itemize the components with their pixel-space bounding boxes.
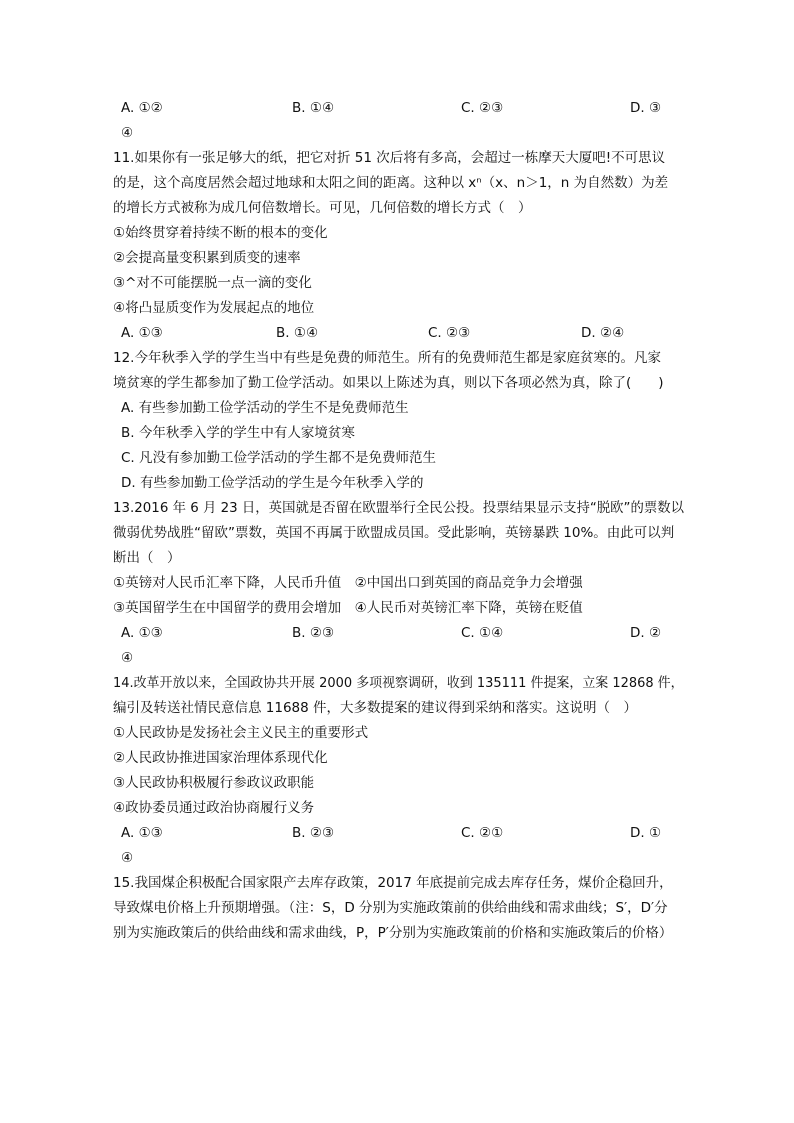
q12-stem-line-1: 12.今年秋季入学的学生当中有些是免费的师范生。所有的免费师范生都是家庭贫寒的。凡家 <box>113 350 661 366</box>
q14-stem-line-1: 14.改革开放以来，全国政协共开展 2000 多项视察调研，收到 135111 件提案，立案 12868 件， <box>113 675 684 691</box>
q10-option-d: D. ③ <box>630 100 662 116</box>
q12-option-c: C. 凡没有参加勤工俭学活动的学生都不是免费师范生 <box>121 450 437 466</box>
q11-item-1: ①始终贯穿着持续不断的根本的变化 <box>113 225 328 241</box>
q14-item-2: ②人民政协推进国家治理体系现代化 <box>113 750 328 766</box>
q13-option-c: C. ①④ <box>461 625 504 641</box>
q14-option-c: C. ②① <box>461 825 504 841</box>
q13-stem-line-3: 断出（ ） <box>113 550 181 566</box>
q10-option-b: B. ①④ <box>292 100 335 116</box>
q11-stem-line-2: 的是，这个高度居然会超过地球和太阳之间的距离。这种以 xⁿ（x、n＞1，n 为自然数）为差 <box>113 175 669 191</box>
q15-stem-line-1: 15.我国煤企积极配合国家限产去库存政策，2017 年底提前完成去库存任务，煤价企稳回升， <box>113 875 673 891</box>
q10-option-c: C. ②③ <box>461 100 504 116</box>
q11-option-c: C. ②③ <box>428 325 471 341</box>
q10-option-a: A. ①② <box>121 100 163 116</box>
q11-item-3: ③^对不可能摆脱一点一滴的变化 <box>113 275 312 291</box>
q11-option-d: D. ②④ <box>581 325 625 341</box>
q13-items-line-2: ③英国留学生在中国留学的费用会增加 ④人民币对英镑汇率下降，英镑在贬值 <box>113 600 583 616</box>
q14-item-3: ③人民政协积极履行参政议政职能 <box>113 775 315 791</box>
q14-option-b: B. ②③ <box>292 825 335 841</box>
q11-item-2: ②会提高量变积累到质变的速率 <box>113 250 301 266</box>
q15-stem-line-2: 导致煤电价格上升预期增强。（注：S，D 分别为实施政策前的供给曲线和需求曲线；S′，D′分 <box>113 900 668 916</box>
q11-item-4: ④将凸显质变作为发展起点的地位 <box>113 300 315 316</box>
q11-stem-line-3: 的增长方式被称为成几何倍数增长。可见，几何倍数的增长方式（ ） <box>113 200 532 216</box>
q12-option-b: B. 今年秋季入学的学生中有人家境贫寒 <box>121 425 355 441</box>
q13-stem-line-2: 微弱优势战胜“留欧”票数，英国不再属于欧盟成员国。受此影响，英镑暴跌 10%。由此可以判 <box>113 525 675 541</box>
q11-stem-line-1: 11.如果你有一张足够大的纸，把它对折 51 次后将有多高，会超过一栋摩天大厦吧!不可思议 <box>113 150 666 166</box>
q11-option-b: B. ①④ <box>276 325 319 341</box>
q14-item-1: ①人民政协是发扬社会主义民主的重要形式 <box>113 725 369 741</box>
q13-option-d: D. ② <box>630 625 662 641</box>
q13-items-line-1: ①英镑对人民币汇率下降，人民币升值 ②中国出口到英国的商品竞争力会增强 <box>113 575 583 591</box>
q13-stem-line-1: 13.2016 年 6 月 23 日，英国就是否留在欧盟举行全民公投。投票结果显示支持“脱欧”的票数以 <box>113 500 685 516</box>
q11-option-a: A. ①③ <box>121 325 163 341</box>
q14-option-d-wrap: ④ <box>121 850 134 866</box>
q13-option-d-wrap: ④ <box>121 650 134 666</box>
q14-stem-line-2: 编引及转送社情民意信息 11688 件，大多数提案的建议得到采纳和落实。这说明（ ） <box>113 700 638 716</box>
q14-option-d: D. ① <box>630 825 662 841</box>
q10-option-d-wrap: ④ <box>121 125 134 141</box>
q13-option-a: A. ①③ <box>121 625 163 641</box>
q12-option-d: D. 有些参加勤工俭学活动的学生是今年秋季入学的 <box>121 475 424 491</box>
q14-option-a: A. ①③ <box>121 825 163 841</box>
q12-option-a: A. 有些参加勤工俭学活动的学生不是免费师范生 <box>121 400 409 416</box>
q12-stem-line-2: 境贫寒的学生都参加了勤工俭学活动。如果以上陈述为真，则以下各项必然为真，除了( ) <box>113 375 664 391</box>
q14-item-4: ④政协委员通过政治协商履行义务 <box>113 800 315 816</box>
q13-option-b: B. ②③ <box>292 625 335 641</box>
q15-stem-line-3: 别为实施政策后的供给曲线和需求曲线，P，P′分别为实施政策前的价格和实施政策后的价格） <box>113 925 673 941</box>
